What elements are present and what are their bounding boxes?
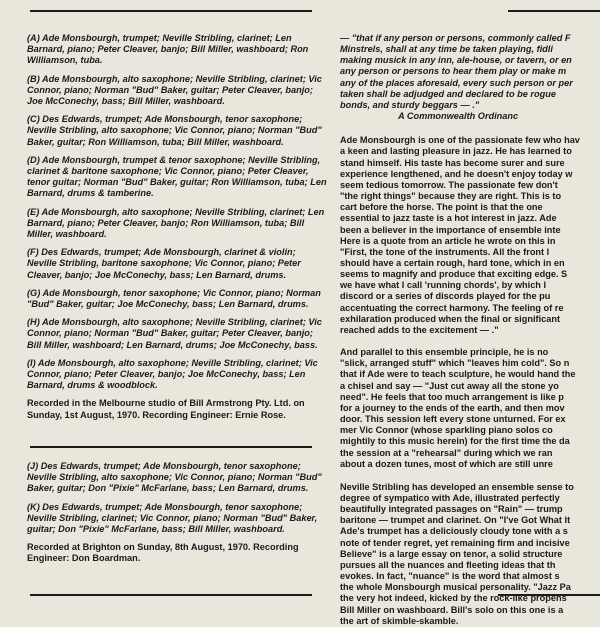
para-line: should have a certain rough, hard tone, which in en [340, 258, 565, 269]
quote-line: Minstrels, shall at any time be taken playing, fidli [340, 44, 553, 55]
para-line: evokes. In fact, "nuance" is the word that almost s [340, 571, 560, 582]
credit-j: (J) Des Edwards, trumpet; Ade Monsbourgh, tenor saxophone; Neville Stribling, alto saxophone; Vic Connor, piano; Norman "Bud" Baker, guitar; Don "Pixie" McFarlane, bass; Len Barnard, drums. [27, 461, 322, 494]
para-line: a keen and lasting pleasure in jazz. He has learned to [340, 146, 572, 157]
para-line: door. This session left every stone unturned. For ex [340, 414, 566, 425]
top-rule-left [30, 10, 312, 12]
para-line: And parallel to this ensemble principle, he is no [340, 347, 549, 358]
credit-i: (I) Ade Monsbourgh, alto saxophone; Neville Stribling, clarinet; Vic Connor, piano; Peter Cleaver, banjo; Joe McConechy, bass; Len Barnard, drums & woodblock. [27, 357, 318, 391]
para-line: been a believer in the importance of ensemble inte [340, 224, 561, 235]
para-line: Ade's trumpet has a deliciously cloudy tone with a s [340, 526, 568, 537]
para-line: Bill Miller on washboard. Bill's solo on this one is a [340, 604, 564, 615]
para-line: baritone — trumpet and clarinet. On "I've Got What It [340, 515, 571, 526]
para-line: reached adds to the excitement — ." [340, 324, 499, 335]
credit-e: (E) Ade Monsbourgh, alto saxophone; Neville Stribling, clarinet; Len Barnard, piano; Peter Cleaver, banjo; Ron Williamson, tuba; Bill Miller, washboard. [27, 206, 325, 240]
credit-d: (D) Ade Monsbourgh, trumpet & tenor saxophone; Neville Stribling, clarinet & baritone saxophone; Vic Connor, piano; Peter Cleaver, tenor guitar; Norman "Bud" Baker, guitar; Ron Williamson, tuba; Len Barnard, drums & tamberine. [27, 154, 327, 199]
quote-line: any of the places aforesaid, every such person or per [340, 77, 573, 88]
para-line: seem tedious tomorrow. The passionate few don't [340, 179, 558, 190]
para-line: stand himself. His taste has become surer and sure [340, 157, 565, 168]
para-line: a chisel and say — "Just cut away all the stone yo [340, 380, 559, 391]
para-line: "the right things" because they are right. This is to [340, 191, 562, 202]
para-line: the whole Monsbourgh musical personality. "Jazz Pa [340, 582, 571, 593]
para-line: mightily to this music herein) for the first time the da [340, 436, 570, 447]
credit-h: (H) Ade Monsbourgh, alto saxophone; Neville Stribling, clarinet; Vic Connor, piano; Norman "Bud" Baker, guitar; Peter Cleaver, banjo; Bill Miller, washboard; Len Barnard, drums; Joe McConechy, bass. [27, 317, 322, 350]
para-line: note of tender regret, yet remaining firm and incisive [340, 537, 570, 548]
para-line: beautifully integrated passages on "Rain" — trump [340, 504, 563, 515]
para-line: cart before the horse. The point is that the one [340, 202, 543, 213]
personnel-column-lower [27, 461, 327, 569]
para-line: Believe" is a large essay on tenor, a solid structure [340, 548, 563, 559]
quote-source: A Commonwealth Ordinanc [398, 111, 519, 122]
credit-k: (K) Des Edwards, trumpet; Ade Monsbourgh, tenor saxophone; Neville Stribling, clarinet; Vic Connor, piano; Norman "Bud" Baker, guitar; Don "Pixie" McFarlane, bass; Bill Miller, washboard. [27, 501, 318, 535]
para-line: for a journey to the ends of the earth, and then mov [340, 402, 565, 413]
para-line: Ade Monsbourgh is one of the passionate few who hav [340, 135, 580, 146]
bottom-rule-left [30, 594, 312, 596]
para-line: Neville Stribling has developed an ensemble sense to [340, 481, 574, 492]
para-line: seems to magnify and produce that exciting edge. S [340, 269, 568, 280]
credit-a: (A) Ade Monsbourgh, trumpet; Neville Stribling, clarinet; Len Barnard, piano; Peter Cleaver, banjo; Bill Miller, washboard; Ron Williamson, tuba. [27, 33, 309, 66]
ordinance-quote [340, 33, 600, 122]
recording-note-melbourne: Recorded in the Melbourne studio of Bill Armstrong Pty. Ltd. on Sunday, 1st August, 1970. Recording Engineer: Ernie Rose. [27, 398, 305, 420]
para-line: the art of skimble-skamble. [340, 615, 459, 626]
quote-line: any person or persons to hear them play or make m [340, 66, 567, 77]
para-line: essential to jazz taste is a hot interest in jazz. Ade [340, 213, 557, 224]
credit-g: (G) Ade Monsbourgh, tenor saxophone; Vic Connor, piano; Norman "Bud" Baker, guitar; Joe McConechy, bass; Len Barnard, drums. [27, 287, 321, 310]
para-line: degree of sympatico with Ade, illustrated perfectly [340, 492, 560, 503]
para-line: the session at a "rehearsal" during which we ran [340, 447, 553, 458]
credit-f: (F) Des Edwards, trumpet; Ade Monsbourgh, clarinet & violin; Neville Stribling, baritone saxophone; Vic Connor, piano; Peter Cleaver, banjo; Joe McConechy, bass; Len Barnard, drums. [27, 247, 301, 280]
para-line: exhilaration produced when the final or significant [340, 313, 561, 324]
para-line: accentuating the correct harmony. The feeling of re [340, 302, 564, 313]
credit-b: (B) Ade Monsbourgh, alto saxophone; Neville Stribling, clarinet; Vic Connor, piano; Norman "Bud" Baker, guitar; Peter Cleaver, banjo; Joe McConechy, bass; Bill Miller, washboard. [27, 73, 322, 107]
para-line: mer Vic Connor (whose sparkling piano solos co [340, 425, 553, 436]
para-line: that if Ade were to teach sculpture, he would hand the [340, 369, 576, 380]
para-line: the very hot indeed, kicked by the rock-like propens [340, 593, 567, 604]
paragraph-ade [340, 135, 600, 336]
para-line: "First, the tone of the instruments. All the front l [340, 246, 550, 257]
quote-line: taken shall be adjudged and declared to be rogue [340, 88, 556, 99]
para-line: experience lengthened, and he doesn't enjoy today w [340, 168, 573, 179]
para-line: discord or a series of discords played for the pu [340, 291, 551, 302]
para-line: need". He feels that too much arrangement is like p [340, 391, 564, 402]
quote-line: — "that if any person or persons, commonly called F [340, 33, 571, 43]
liner-notes-column [340, 33, 600, 627]
top-rule-right [508, 10, 600, 12]
para-line: we have what I call 'running chords', by which I [340, 280, 547, 291]
paragraph-stribling [340, 482, 600, 627]
paragraph-ensemble [340, 347, 600, 470]
middle-rule-left [30, 446, 312, 448]
recording-note-brighton: Recorded at Brighton on Sunday, 8th August, 1970. Recording Engineer: Don Boardman. [27, 542, 299, 564]
quote-line: making musick in any inn, ale-house, or tavern, or en [340, 55, 572, 66]
para-line: Here is a quote from an article he wrote on this in [340, 235, 556, 246]
quote-line: bonds, and sturdy beggars — ." [340, 99, 480, 110]
para-line: about a dozen tunes, most of which are still unre [340, 458, 553, 469]
para-line: "slick, arranged stuff" which "leaves him cold". So n [340, 358, 570, 369]
para-line: pursues all the nuances and fleeting ideas that th [340, 559, 556, 570]
credit-c: (C) Des Edwards, trumpet; Ade Monsbourgh, tenor saxophone; Neville Stribling, alto saxophone; Vic Connor, piano; Norman "Bud" Baker, guitar; Ron Williamson, tuba; Bill Miller, washboard. [27, 114, 322, 147]
personnel-column [27, 33, 327, 425]
